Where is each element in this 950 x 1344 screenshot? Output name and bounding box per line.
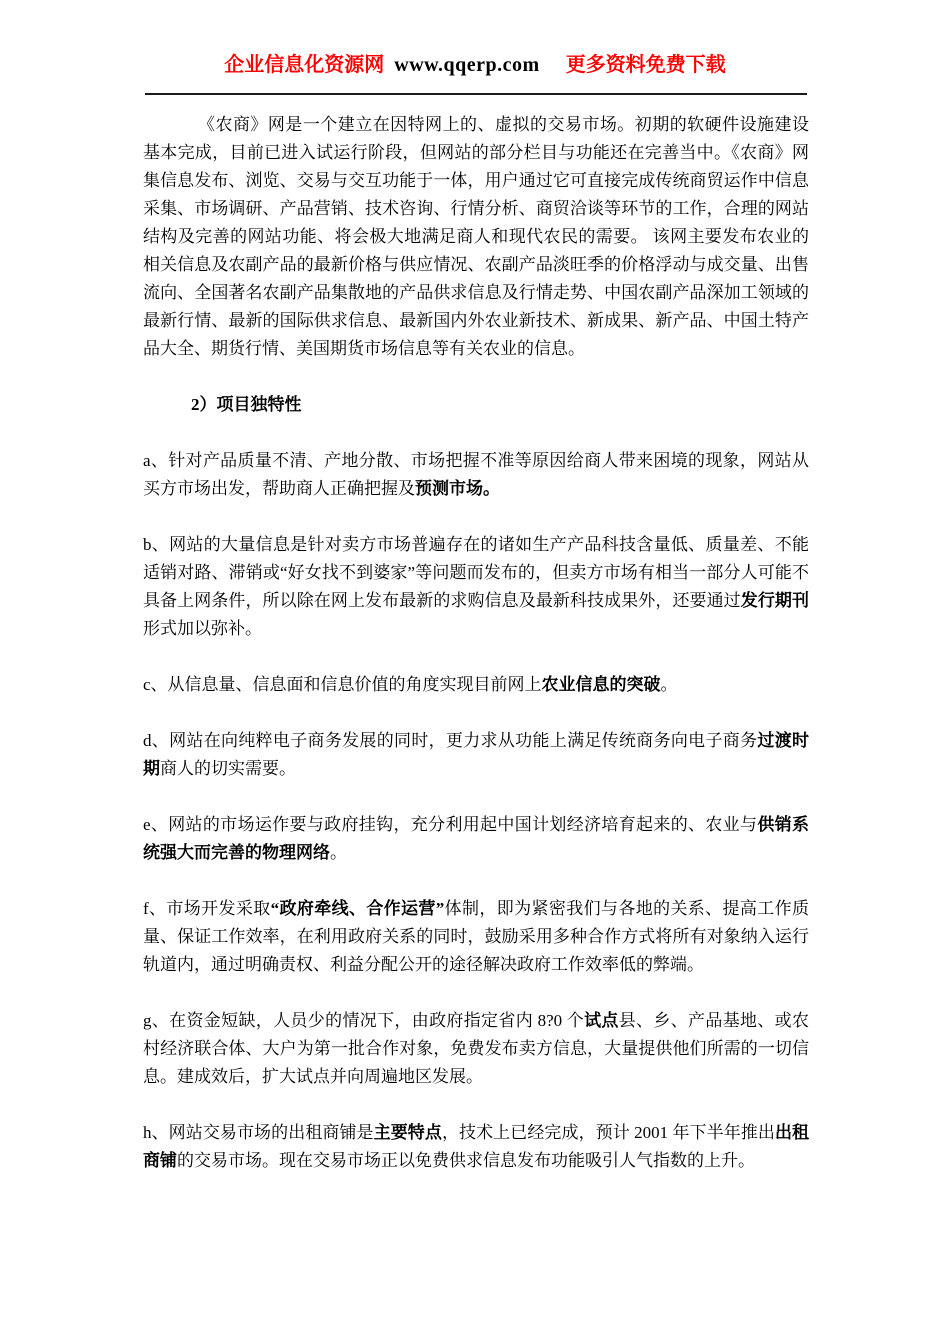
bold-text-run: 主要特点: [373, 1123, 442, 1142]
section-heading: [143, 391, 809, 419]
text-run: a、针对产品质量不清、产地分散、市场把握不准等原因给商人带来困境的现象，网站从买方市场出发，帮助商人正确把握及: [143, 451, 809, 498]
text-run: 形式加以弥补。: [143, 619, 262, 638]
page-header: [0, 0, 950, 80]
header-tagline: 更多资料免费下载: [565, 54, 726, 76]
text-run: h、网站交易市场的出租商铺是: [143, 1123, 374, 1142]
bold-text-run: 供销系统强大而完善的物理网络: [143, 815, 809, 862]
text-run: 。: [330, 843, 347, 862]
bold-text-run: 出租商铺: [143, 1123, 810, 1170]
bold-text-run: 发行期刊: [740, 591, 810, 610]
bold-text-run: 试点: [584, 1011, 619, 1030]
paragraph-item-a: [143, 447, 809, 503]
header-site-name: 企业信息化资源网: [224, 54, 385, 76]
bold-text-run: 过渡时期: [143, 731, 810, 778]
paragraph-item-g: [143, 1007, 809, 1091]
text-run: 。: [660, 675, 678, 694]
header-divider: [145, 93, 807, 95]
text-run: f、市场开发采取: [143, 899, 271, 918]
paragraph-item-b: [143, 531, 809, 643]
paragraph-item-h: [143, 1119, 809, 1175]
bold-text-run: 预测市场。: [415, 479, 500, 498]
paragraph-item-c: [143, 671, 809, 699]
header-url: www.qqerp.com: [394, 54, 540, 76]
paragraph-item-e: [143, 811, 809, 867]
text-run: 县、乡、产品基地、或农村经济联合体、大户为第一批合作对象，免费发布卖方信息，大量提供他们所需的一切信息。建成效后，扩大试点并向周遍地区发展。: [143, 1011, 810, 1086]
text-run: 《农商》网是一个建立在因特网上的、虚拟的交易市场。初期的软硬件设施建设基本完成，目前已进入试运行阶段，但网站的部分栏目与功能还在完善当中。《农商》网集信息发布、浏览、交易与交互功能于一体，用户通过它可直接完成传统商贸运作中信息采集、市场调研、产品营销、技术咨询、行情分析、商贸洽谈等环节的工作，合理的网站结构及完善的网站功能、将会极大地满足商人和现代农民的需要。 该网主要发布农业的相关信息及农副产品的最新价格与供应情况、农副产品淡旺季的价格浮动与成交量、出售流向、全国著名农副产品集散地的产品供求信息及行情走势、中国农副产品深加工领域的最新行情、最新的国际供求信息、最新国内外农业新技术、新成果、新产品、中国土特产品大全、期货行情、美国期货市场信息等有关农业的信息。: [143, 115, 809, 358]
paragraph-item-d: [143, 727, 809, 783]
text-run: ，技术上已经完成，预计 2001 年下半年推出: [441, 1123, 775, 1142]
paragraph-intro: [143, 111, 809, 363]
paragraph-item-f: [143, 895, 809, 979]
text-run: g、在资金短缺，人员少的情况下，由政府指定省内 8?0 个: [143, 1011, 585, 1030]
document-body: [143, 111, 809, 1175]
bold-text-run: 2）项目独特性: [191, 395, 302, 414]
bold-text-run: 农业信息的突破: [541, 675, 661, 694]
text-run: c、从信息量、信息面和信息价值的角度实现目前网上: [143, 675, 542, 694]
bold-text-run: “政府牵线、合作运营”: [270, 899, 445, 918]
text-run: e、网站的市场运作要与政府挂钩，充分利用起中国计划经济培育起来的、农业与: [143, 815, 758, 834]
text-run: d、网站在向纯粹电子商务发展的同时，更力求从功能上满足传统商务向电子商务: [143, 731, 758, 750]
text-run: 商人的切实需要。: [160, 759, 296, 778]
text-run: 的交易市场。现在交易市场正以免费供求信息发布功能吸引人气指数的上升。: [177, 1151, 755, 1170]
text-run: b、网站的大量信息是针对卖方市场普遍存在的诸如生产产品科技含量低、质量差、不能适销对路、滞销或“好女找不到婆家”等问题而发布的，但卖方市场有相当一部分人可能不具备上网条件，所以除在网上发布最新的求购信息及最新科技成果外，还要通过: [143, 535, 809, 610]
text-run: 体制，即为紧密我们与各地的关系、提高工作质量、保证工作效率，在利用政府关系的同时，鼓励采用多种合作方式将所有对象纳入运行轨道内，通过明确责权、利益分配公开的途径解决政府工作效率低的弊端。: [143, 899, 810, 974]
